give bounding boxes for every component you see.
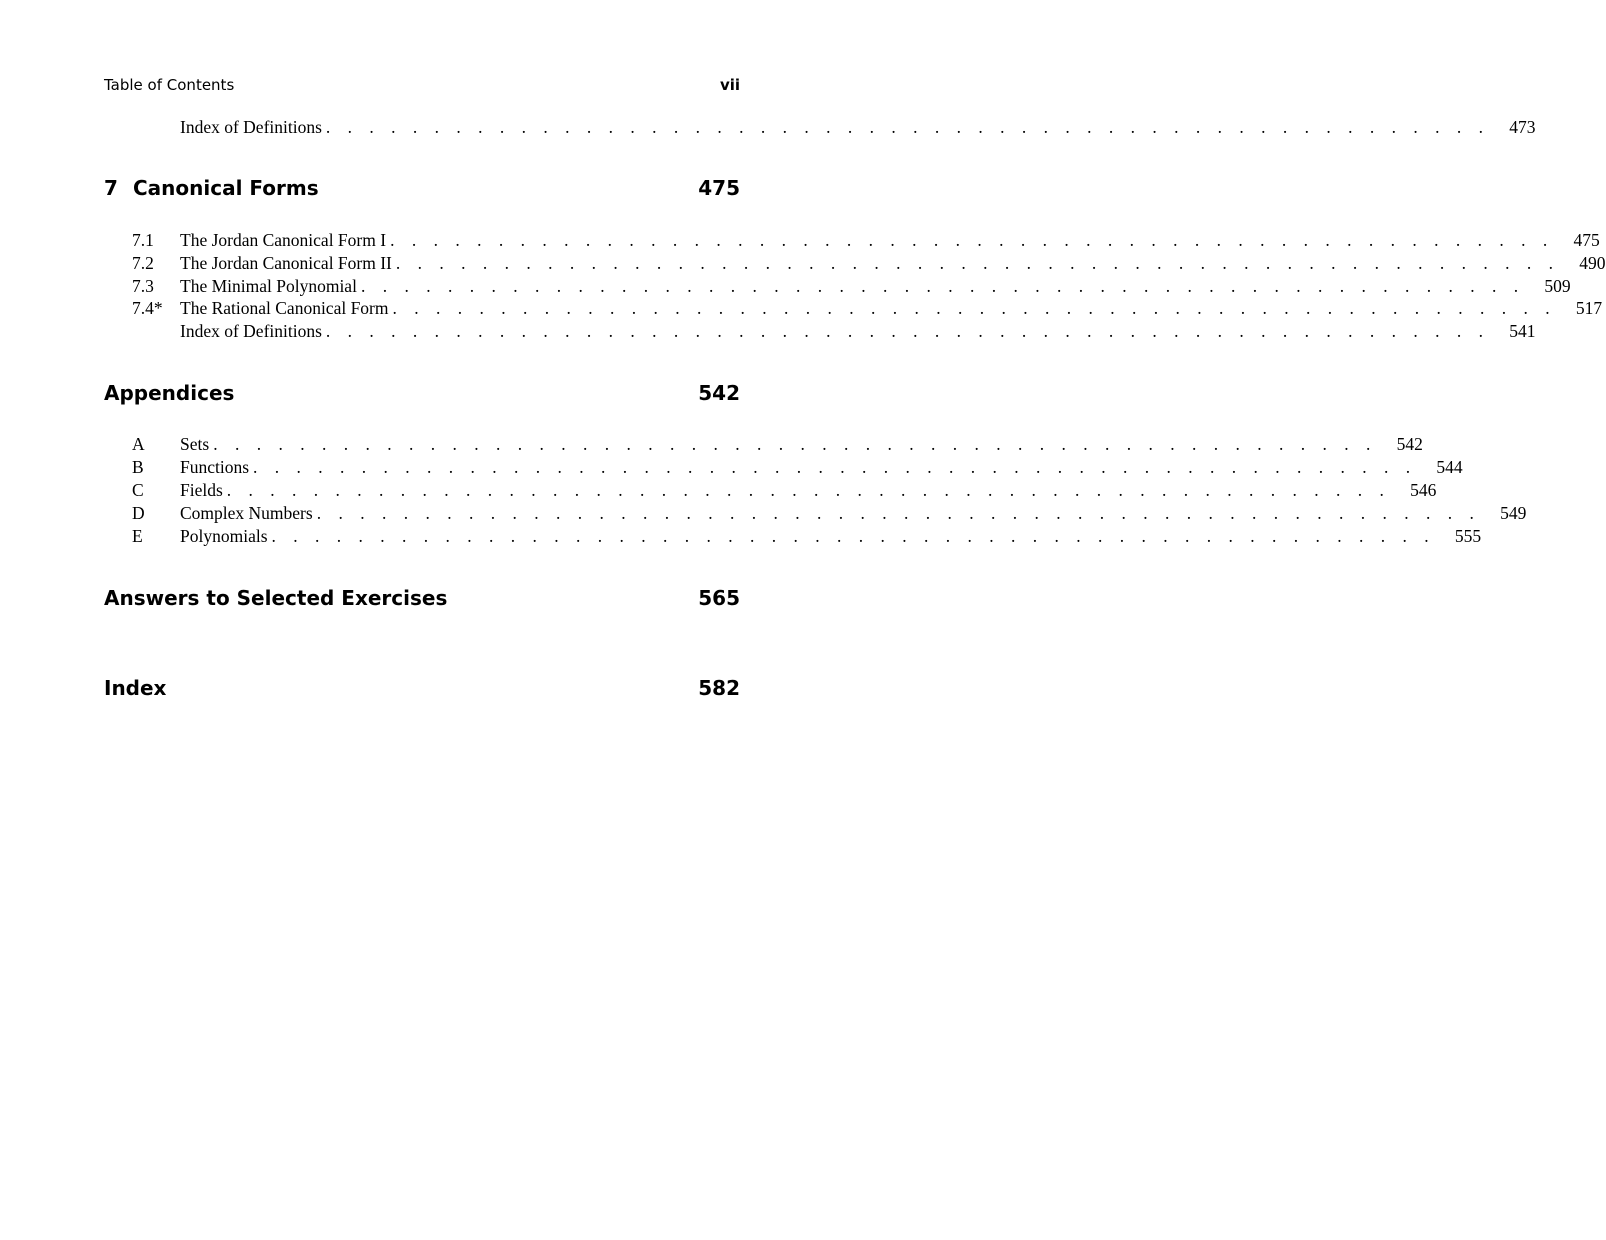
toc-entry[interactable] bbox=[104, 433, 1423, 456]
entry-title: Index of Definitions bbox=[180, 117, 322, 137]
entry-title: The Rational Canonical Form bbox=[180, 298, 389, 318]
toc-entry[interactable] bbox=[104, 252, 1606, 275]
dot-leader: . . . . . . . . . . . . . . . . . . . . . . . . . . . . . . . . . . . . . . . . . . . . . . . . . . . . . . bbox=[271, 526, 1436, 546]
appendices-heading[interactable] bbox=[104, 381, 740, 409]
chapter-number: 7 bbox=[104, 176, 118, 200]
toc-entry[interactable] bbox=[104, 456, 1463, 479]
toc-entry[interactable] bbox=[104, 502, 1527, 525]
running-head bbox=[104, 76, 740, 98]
toc-entry[interactable] bbox=[104, 320, 1536, 343]
entry-number: D bbox=[132, 503, 145, 523]
toc-entry[interactable] bbox=[104, 275, 1571, 298]
dot-leader: . . . . . . . . . . . . . . . . . . . . . . . . . . . . . . . . . . . . . . . . . . . . . . . . . . . . . . bbox=[316, 503, 1481, 523]
entry-number: 7.1 bbox=[132, 230, 154, 250]
entry-page: 544 bbox=[1436, 457, 1463, 477]
answers-heading[interactable] bbox=[104, 586, 740, 614]
entry-title: Functions bbox=[180, 457, 250, 477]
dot-leader: . . . . . . . . . . . . . . . . . . . . . . . . . . . . . . . . . . . . . . . . . . . . . . . . . . . . . . bbox=[325, 321, 1490, 341]
entry-number: B bbox=[132, 457, 144, 477]
appendices-title: Appendices bbox=[104, 381, 235, 405]
appendices-page: 542 bbox=[698, 381, 740, 405]
entry-page: 473 bbox=[1509, 117, 1536, 137]
dot-leader: . . . . . . . . . . . . . . . . . . . . . . . . . . . . . . . . . . . . . . . . . . . . . . . . . . . . . . bbox=[360, 276, 1525, 296]
dot-leader: . . . . . . . . . . . . . . . . . . . . . . . . . . . . . . . . . . . . . . . . . . . . . . . . . . . . . . bbox=[253, 457, 1417, 477]
entry-page: 555 bbox=[1454, 526, 1482, 546]
entry-number: A bbox=[132, 434, 145, 454]
entry-title: The Jordan Canonical Form I bbox=[180, 230, 387, 250]
answers-title: Answers to Selected Exercises bbox=[104, 586, 448, 610]
entry-title: Index of Definitions bbox=[180, 321, 322, 341]
page-folio: vii bbox=[719, 76, 740, 94]
entry-number: 7.3 bbox=[132, 276, 154, 296]
toc-entry[interactable] bbox=[104, 297, 1603, 320]
entry-page: 490 bbox=[1579, 253, 1606, 273]
entry-page: 517 bbox=[1575, 298, 1603, 318]
entry-title: The Jordan Canonical Form II bbox=[180, 253, 392, 273]
toc-entry[interactable] bbox=[104, 479, 1437, 502]
entry-page: 509 bbox=[1544, 276, 1571, 296]
entry-title: Complex Numbers bbox=[180, 503, 313, 523]
chapter-heading[interactable] bbox=[104, 176, 740, 204]
entry-number: E bbox=[132, 526, 143, 546]
running-head-title: Table of Contents bbox=[104, 76, 235, 94]
dot-leader: . . . . . . . . . . . . . . . . . . . . . . . . . . . . . . . . . . . . . . . . . . . . . . . . . . . . . . bbox=[392, 298, 1557, 318]
answers-page: 565 bbox=[698, 586, 740, 610]
dot-leader: . . . . . . . . . . . . . . . . . . . . . . . . . . . . . . . . . . . . . . . . . . . . . . . . . . . . . . bbox=[226, 480, 1391, 500]
entry-page: 542 bbox=[1396, 434, 1423, 454]
entry-page: 475 bbox=[1573, 230, 1600, 250]
dot-leader: . . . . . . . . . . . . . . . . . . . . . . . . . . . . . . . . . . . . . . . . . . . . . . . . . . . . . . bbox=[325, 117, 1490, 137]
entry-number: 7.2 bbox=[132, 253, 154, 273]
entry-page: 541 bbox=[1509, 321, 1536, 341]
chapter-title: Canonical Forms bbox=[133, 176, 319, 200]
entry-title: Polynomials bbox=[180, 526, 268, 546]
entry-title: Fields bbox=[180, 480, 223, 500]
toc-entry[interactable] bbox=[104, 229, 1600, 252]
dot-leader: . . . . . . . . . . . . . . . . . . . . . . . . . . . . . . . . . . . . . . . . . . . . . . . . . . . . . . bbox=[213, 434, 1377, 454]
toc-entry[interactable] bbox=[104, 525, 1482, 548]
index-title: Index bbox=[104, 676, 167, 700]
index-page: 582 bbox=[698, 676, 740, 700]
entry-page: 546 bbox=[1410, 480, 1437, 500]
entry-page: 549 bbox=[1500, 503, 1527, 523]
entry-number: C bbox=[132, 480, 144, 500]
chapter-page: 475 bbox=[698, 176, 740, 200]
index-heading[interactable] bbox=[104, 676, 740, 704]
dot-leader: . . . . . . . . . . . . . . . . . . . . . . . . . . . . . . . . . . . . . . . . . . . . . . . . . . . . . . bbox=[390, 230, 1554, 250]
toc-entry[interactable] bbox=[104, 116, 1536, 139]
dot-leader: . . . . . . . . . . . . . . . . . . . . . . . . . . . . . . . . . . . . . . . . . . . . . . . . . . . . . . bbox=[395, 253, 1560, 273]
entry-title: Sets bbox=[180, 434, 210, 454]
entry-number: 7.4* bbox=[132, 298, 163, 318]
entry-title: The Minimal Polynomial bbox=[180, 276, 357, 296]
